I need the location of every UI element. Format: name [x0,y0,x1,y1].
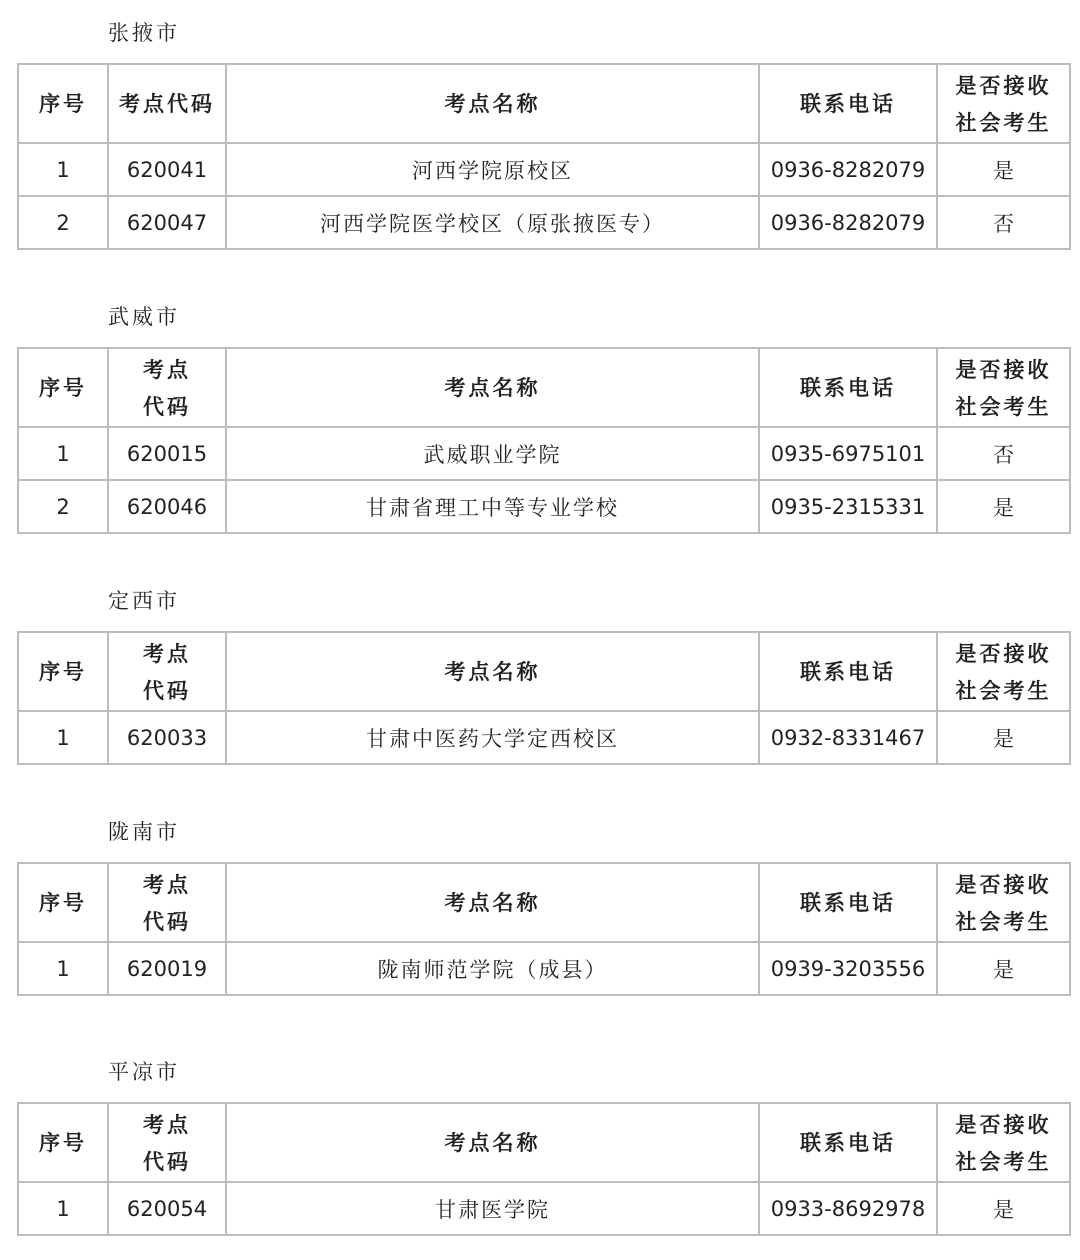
header-accept [937,348,1070,427]
header-name: 考点名称 [226,632,759,711]
city-heading: 张掖市 [108,21,180,45]
header-name: 考点名称 [226,348,759,427]
header-accept-text: 是否接收社会考生 [955,1111,1052,1174]
header-phone: 联系电话 [759,348,937,427]
header-phone: 联系电话 [759,1103,937,1182]
contact-phone: 0936-8282079 [759,143,937,196]
city-heading: 定西市 [108,589,180,613]
table-row [18,196,1070,249]
header-accept-text: 是否接收社会考生 [955,72,1052,135]
city-heading: 陇南市 [108,820,180,844]
header-code [108,632,226,711]
header-accept-text: 是否接收社会考生 [955,356,1052,419]
header-index: 序号 [18,632,108,711]
header-index: 序号 [18,64,108,143]
header-name: 考点名称 [226,863,759,942]
exam-site-table [17,862,1071,996]
exam-site-table [17,347,1071,534]
header-code-text: 考点代码 [143,356,191,419]
city-heading: 平凉市 [108,1060,180,1084]
header-accept [937,1103,1070,1182]
header-phone: 联系电话 [759,863,937,942]
header-code-text: 考点代码 [143,1111,191,1174]
site-name: 甘肃医学院 [226,1182,759,1235]
contact-phone: 0935-2315331 [759,480,937,533]
accepts-public-candidates: 否 [937,196,1070,249]
row-index: 1 [18,1182,108,1235]
accepts-public-candidates: 是 [937,711,1070,764]
row-index: 1 [18,143,108,196]
site-code: 620033 [108,711,226,764]
accepts-public-candidates: 是 [937,143,1070,196]
table-row [18,143,1070,196]
table-row [18,1182,1070,1235]
site-code: 620015 [108,427,226,480]
site-code: 620054 [108,1182,226,1235]
accepts-public-candidates: 是 [937,1182,1070,1235]
contact-phone: 0932-8331467 [759,711,937,764]
site-name: 甘肃省理工中等专业学校 [226,480,759,533]
row-index: 1 [18,427,108,480]
site-code: 620041 [108,143,226,196]
header-code [108,863,226,942]
contact-phone: 0935-6975101 [759,427,937,480]
header-code-text: 考点代码 [143,871,191,934]
header-code [108,1103,226,1182]
site-name: 武威职业学院 [226,427,759,480]
accepts-public-candidates: 否 [937,427,1070,480]
exam-site-table [17,631,1071,765]
header-index: 序号 [18,863,108,942]
header-accept [937,64,1070,143]
row-index: 2 [18,480,108,533]
accepts-public-candidates: 是 [937,942,1070,995]
header-code [108,348,226,427]
site-code: 620047 [108,196,226,249]
contact-phone: 0936-8282079 [759,196,937,249]
site-code: 620019 [108,942,226,995]
header-name: 考点名称 [226,64,759,143]
header-phone: 联系电话 [759,632,937,711]
header-name: 考点名称 [226,1103,759,1182]
exam-site-table [17,63,1071,250]
row-index: 1 [18,942,108,995]
header-accept-text: 是否接收社会考生 [955,640,1052,703]
header-row [18,64,1070,143]
header-row [18,632,1070,711]
table-row [18,427,1070,480]
row-index: 1 [18,711,108,764]
header-index: 序号 [18,1103,108,1182]
exam-site-table [17,1102,1071,1236]
site-name: 陇南师范学院（成县） [226,942,759,995]
site-code: 620046 [108,480,226,533]
header-accept [937,632,1070,711]
contact-phone: 0933-8692978 [759,1182,937,1235]
header-index: 序号 [18,348,108,427]
city-heading: 武威市 [108,305,180,329]
header-row [18,1103,1070,1182]
header-code: 考点代码 [108,64,226,143]
header-row [18,348,1070,427]
table-row [18,942,1070,995]
accepts-public-candidates: 是 [937,480,1070,533]
row-index: 2 [18,196,108,249]
header-phone: 联系电话 [759,64,937,143]
contact-phone: 0939-3203556 [759,942,937,995]
header-code-text: 考点代码 [143,640,191,703]
table-row [18,480,1070,533]
table-row [18,711,1070,764]
header-row [18,863,1070,942]
header-accept-text: 是否接收社会考生 [955,871,1052,934]
site-name: 甘肃中医药大学定西校区 [226,711,759,764]
site-name: 河西学院原校区 [226,143,759,196]
header-accept [937,863,1070,942]
site-name: 河西学院医学校区（原张掖医专） [226,196,759,249]
